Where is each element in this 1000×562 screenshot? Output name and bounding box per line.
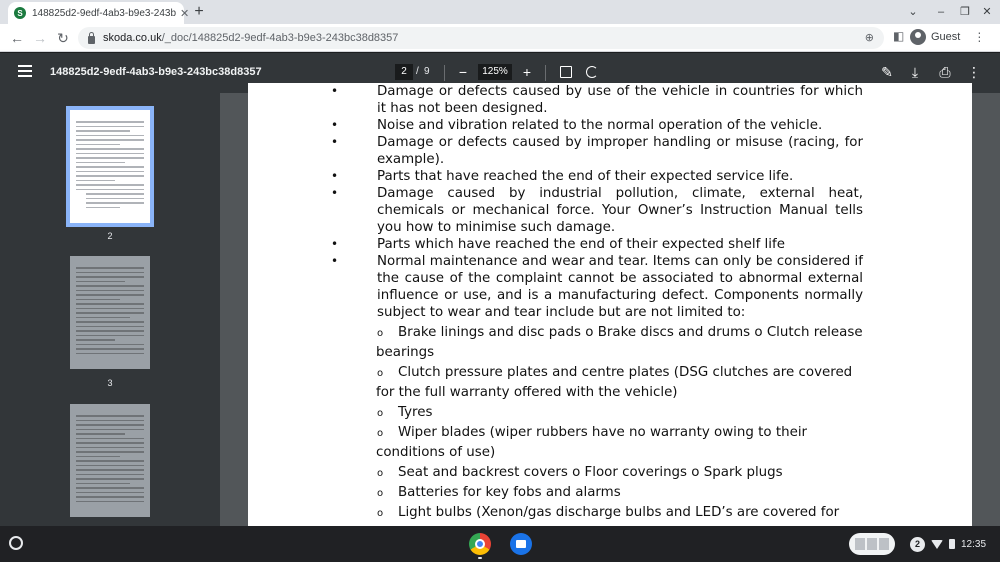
profile-button[interactable]: [910, 27, 985, 47]
sub-bullet-icon: o: [377, 428, 384, 439]
skoda-favicon-icon: S: [14, 7, 26, 19]
status-tray[interactable]: [902, 533, 994, 555]
launcher-icon[interactable]: [9, 536, 23, 550]
list-item: • Noise and vibration related to the normal operation of the vehicle.: [331, 118, 823, 133]
zoom-in-icon[interactable]: +: [522, 64, 532, 80]
sub-list-item: o Batteries for key fobs and alarms: [353, 483, 863, 503]
page-total: 9: [424, 66, 430, 77]
sub-bullet-icon: o: [377, 488, 384, 499]
kebab-menu-icon[interactable]: ⋮: [973, 30, 986, 44]
pdf-viewer[interactable]: [220, 84, 1000, 526]
thumbnail-label: 3: [107, 378, 113, 388]
pdf-title: 148825d2-9edf-4ab3-b9e3-243bc38d8357: [50, 66, 262, 78]
sub-list-item: o Light bulbs (Xenon/gas discharge bulbs and LED’s are covered for: [353, 503, 863, 543]
sub-list-item: o Brake linings and disc pads o Brake discs and drums o Clutch release bearings: [376, 325, 863, 360]
page-thumbnail-4[interactable]: [70, 404, 150, 517]
sub-bullet-icon: o: [377, 508, 384, 519]
new-tab-button[interactable]: +: [194, 3, 204, 20]
page-content: [331, 83, 863, 543]
wifi-icon: [931, 540, 943, 549]
thumbnail-sidebar: [0, 93, 220, 526]
address-bar[interactable]: [78, 27, 884, 49]
zoom-level-input[interactable]: 125%: [478, 64, 512, 80]
close-tab-icon[interactable]: ✕: [180, 7, 190, 20]
bullet-icon: •: [331, 118, 339, 132]
browser-toolbar: [0, 24, 1000, 52]
tab-title: 148825d2-9edf-4ab3-b9e3-243b: [32, 7, 177, 19]
browser-tab[interactable]: [8, 2, 190, 24]
lock-icon: [88, 36, 95, 44]
minimize-button[interactable]: –: [937, 6, 945, 18]
sub-bullet-icon: o: [377, 468, 384, 479]
sub-list-item: o Clutch pressure plates and centre plates (DSG clutches are covered for the full warranty offered with the vehicle): [376, 365, 853, 400]
url-path: /_doc/148825d2-9edf-4ab3-b9e3-243bc38d8357: [161, 32, 399, 44]
more-options-icon[interactable]: ⋮: [967, 64, 981, 80]
list-item: • Damage or defects caused by use of the vehicle in countries for which it has not been designed.: [331, 84, 863, 116]
sub-list-item: o Seat and backrest covers o Floor coverings o Spark plugs: [353, 463, 863, 483]
bullet-icon: •: [331, 169, 339, 183]
list-item: • Parts which have reached the end of their expected shelf life: [331, 237, 785, 252]
forward-arrow-icon[interactable]: →: [33, 30, 47, 46]
page-thumbnail-2[interactable]: [66, 106, 154, 227]
battery-icon: [949, 539, 955, 549]
reload-icon[interactable]: ↻: [57, 30, 69, 46]
page-number-input[interactable]: 2: [395, 64, 413, 80]
notification-badge: 2: [910, 537, 925, 552]
hamburger-menu-icon[interactable]: [18, 65, 32, 79]
print-icon[interactable]: ⎙: [939, 64, 951, 80]
divider: [444, 65, 445, 81]
tote-holding-space[interactable]: [849, 533, 895, 555]
pdf-page: [248, 83, 972, 543]
fit-to-page-icon[interactable]: [560, 66, 572, 78]
bullet-icon: •: [331, 135, 339, 149]
list-item: • Damage or defects caused by improper handling or misuse (racing, for example).: [331, 135, 863, 167]
page-separator: /: [416, 66, 419, 77]
os-shelf: [0, 526, 1000, 562]
sub-bullet-icon: o: [377, 368, 384, 379]
files-app-icon[interactable]: [510, 533, 532, 555]
chrome-app-icon[interactable]: [469, 533, 491, 555]
guest-avatar-icon: [910, 29, 926, 45]
side-panel-icon[interactable]: ◧: [893, 29, 905, 43]
restore-button[interactable]: ❐: [960, 6, 970, 18]
divider: [545, 65, 546, 81]
list-item: • Damage caused by industrial pollution, climate, external heat, chemicals or mechanical force. Your Owner’s Instruction Manual tells you how to minimise such damage.: [331, 186, 863, 235]
zoom-out-icon[interactable]: −: [458, 64, 468, 80]
close-window-button[interactable]: ✕: [982, 6, 992, 18]
tab-strip: [0, 0, 1000, 24]
profile-label: Guest: [931, 31, 961, 43]
bullet-icon: •: [331, 186, 339, 200]
list-item: • Normal maintenance and wear and tear. Items can only be considered if the cause of the complaint cannot be associated to abnormal external influence or use, and is a manufacturing defect. Components normally subject to wear and tear include but are not limited to:: [331, 254, 863, 320]
sub-list-item: o Wiper blades (wiper rubbers have no warranty owing to their conditions of use): [376, 425, 808, 460]
download-icon[interactable]: ⤓: [911, 64, 919, 80]
zoom-magnifier-icon[interactable]: ⊕: [864, 32, 874, 44]
running-indicator: [478, 557, 482, 559]
sub-bullet-icon: o: [377, 328, 384, 339]
bullet-icon: •: [331, 237, 339, 251]
clock: 12:35: [961, 538, 987, 550]
bullet-icon: •: [331, 84, 339, 98]
bullet-icon: •: [331, 254, 339, 268]
list-item: • Parts that have reached the end of their expected service life.: [331, 169, 794, 184]
back-arrow-icon[interactable]: ←: [10, 30, 24, 46]
annotate-pen-icon[interactable]: ✎: [881, 64, 893, 80]
sub-bullet-icon: o: [377, 408, 384, 419]
chevron-down-icon[interactable]: ⌄: [908, 6, 918, 18]
url-domain: skoda.co.uk: [103, 32, 162, 44]
thumbnail-label: 2: [107, 231, 113, 241]
sub-list-item: o Tyres: [353, 403, 863, 423]
rotate-icon[interactable]: [586, 66, 598, 78]
page-thumbnail-3[interactable]: [70, 256, 150, 369]
